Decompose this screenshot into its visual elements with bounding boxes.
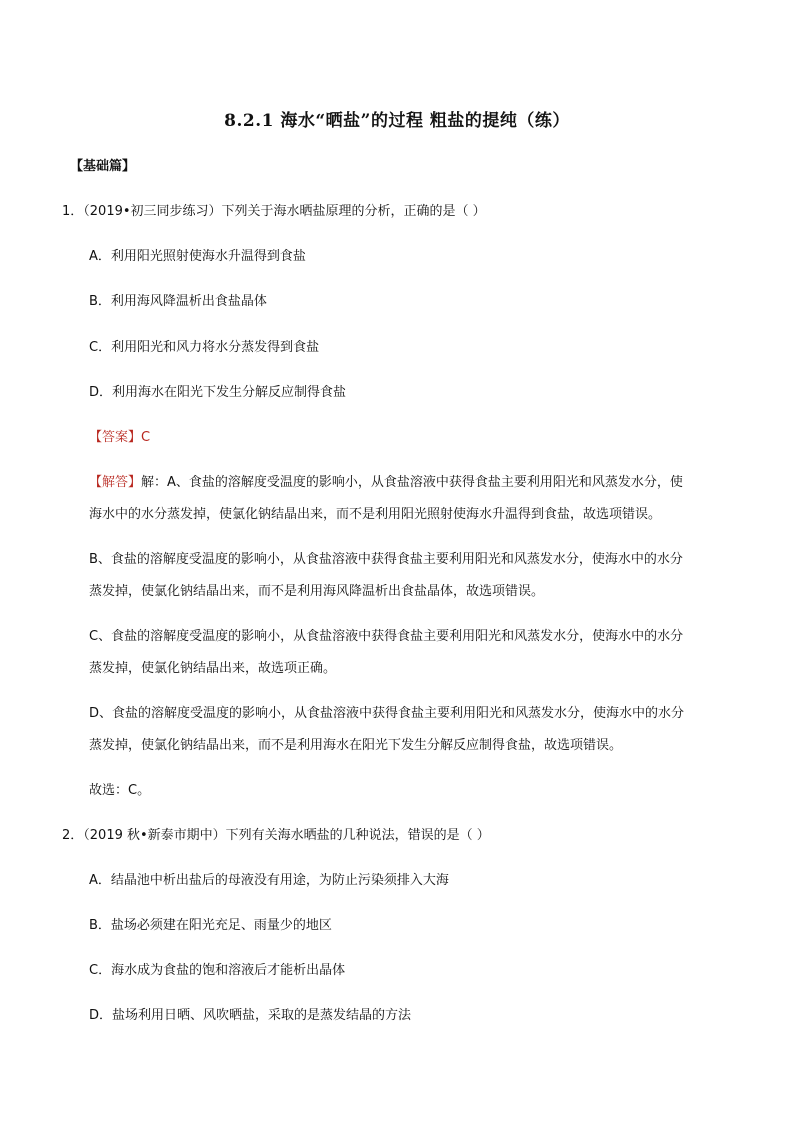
- question-2-option-b: B．盐场必须建在阳光充足、雨量少的地区: [89, 918, 332, 933]
- question-1-conclusion: 故选：C。: [89, 783, 151, 798]
- question-1-option-d: D．利用海水在阳光下发生分解反应制得食盐: [89, 385, 347, 400]
- question-1-analysis-line-7: D、食盐的溶解度受温度的影响小，从食盐溶液中获得食盐主要利用阳光和风蒸发水分，使海水中的水分: [89, 706, 685, 721]
- question-2-option-a: A．结晶池中析出盐后的母液没有用途，为防止污染须排入大海: [89, 873, 449, 888]
- question-1-analysis-line-5: C、食盐的溶解度受温度的影响小，从食盐溶液中获得食盐主要利用阳光和风蒸发水分，使海水中的水分: [89, 629, 684, 644]
- analysis-tag: 【解答】: [89, 475, 142, 490]
- section-heading: 【基础篇】: [70, 159, 136, 174]
- question-1-analysis-line-1: [89, 474, 683, 492]
- question-1-analysis-line-6: 蒸发掉，使氯化钠结晶出来，故选项正确。: [89, 661, 337, 676]
- question-2-stem: 2．（2019 秋•新泰市期中）下列有关海水晒盐的几种说法，错误的是（ ）: [62, 828, 490, 843]
- question-1-option-c: C．利用阳光和风力将水分蒸发得到食盐: [89, 340, 320, 355]
- question-1-answer: [89, 429, 150, 447]
- analysis-text: 解：A、食盐的溶解度受温度的影响小，从食盐溶液中获得食盐主要利用阳光和风蒸发水分，使: [141, 475, 683, 490]
- question-1-analysis-line-8: 蒸发掉，使氯化钠结晶出来，而不是利用海水在阳光下发生分解反应制得食盐，故选项错误。: [89, 738, 623, 753]
- answer-tag: 【答案】: [89, 430, 142, 445]
- question-1-stem: 1．（2019•初三同步练习）下列关于海水晒盐原理的分析，正确的是（ ）: [62, 204, 486, 219]
- answer-value: C: [141, 430, 151, 445]
- question-1-option-a: A．利用阳光照射使海水升温得到食盐: [89, 249, 306, 264]
- question-1-analysis-line-3: B、食盐的溶解度受温度的影响小，从食盐溶液中获得食盐主要利用阳光和风蒸发水分，使海水中的水分: [89, 552, 683, 567]
- question-1-analysis-line-4: 蒸发掉，使氯化钠结晶出来，而不是利用海风降温析出食盐晶体，故选项错误。: [89, 584, 545, 599]
- question-2-option-d: D．盐场利用日晒、风吹晒盐，采取的是蒸发结晶的方法: [89, 1008, 412, 1023]
- question-1-analysis-line-2: 海水中的水分蒸发掉，使氯化钠结晶出来，而不是利用阳光照射使海水升温得到食盐，故选项错误。: [89, 507, 662, 522]
- document-title: 8.2.1 海水“晒盐”的过程 粗盐的提纯（练）: [224, 111, 570, 131]
- question-1-option-b: B．利用海风降温析出食盐晶体: [89, 294, 267, 309]
- question-2-option-c: C．海水成为食盐的饱和溶液后才能析出晶体: [89, 963, 346, 978]
